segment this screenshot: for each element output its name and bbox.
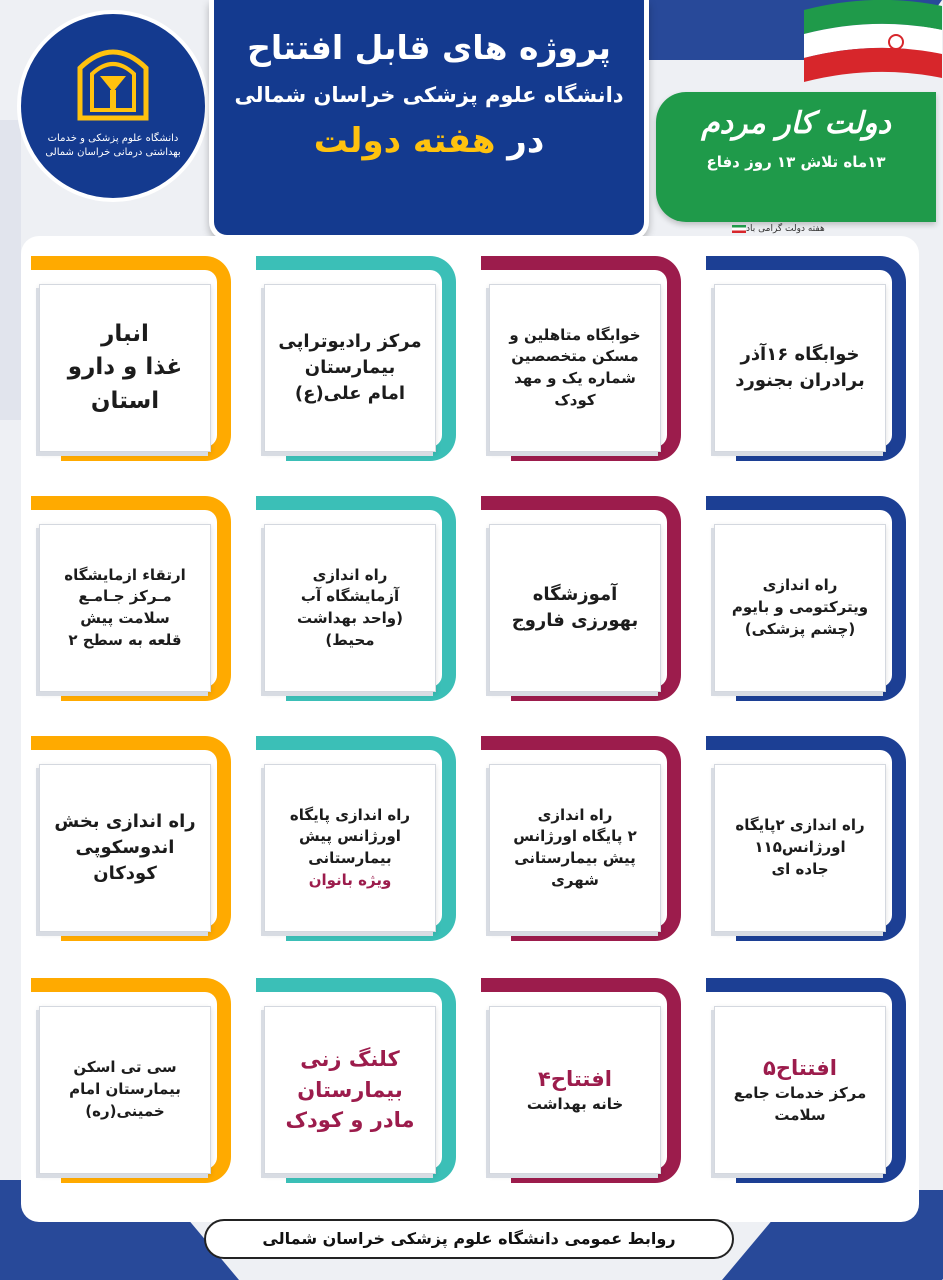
card-tab [707,256,767,270]
project-card [482,256,682,461]
card-content [510,325,641,412]
card-tab [482,978,542,992]
card-tab [707,496,767,510]
card-text: خانه بهداشت [527,1095,625,1114]
card-content [514,805,637,892]
project-card [707,978,907,1183]
government-week-badge [657,92,937,222]
card-text: راه اندازی بخش اندوسکوپی کودکان [55,810,197,885]
card-text: مرکز خدمات جامع سلامت [734,1084,868,1125]
project-card [707,496,907,701]
card-tab [707,978,767,992]
card-tab [257,496,317,510]
greeting-line [730,224,826,234]
university-logo [18,10,210,202]
card-content [736,342,866,394]
page-subtitle: دانشگاه علوم پزشکی خراسان شمالی [235,83,625,107]
card-body [490,524,662,692]
project-card [257,978,457,1183]
bg-stripe-top-left [0,120,22,420]
mini-flag-icon [733,225,747,233]
card-highlight-text: افتتاح۵ [764,1056,838,1081]
footer-credit: روابط عمومی دانشگاه علوم پزشکی خراسان شمالی [205,1219,735,1259]
project-card [32,978,232,1183]
card-text: راه اندازی آزمایشگاه آب (واحد بهداشت محیط) [298,565,404,649]
title-box [210,0,650,240]
university-emblem-icon [71,40,157,122]
card-body [490,284,662,452]
badge-subtitle: ۱۳ماه تلاش ۱۳ روز دفاع [707,153,887,171]
project-card [257,496,457,701]
page-title: پروژه های قابل افتتاح [248,28,612,67]
card-tab [32,256,92,270]
project-card [482,736,682,941]
project-card [257,736,457,941]
project-card [482,978,682,1183]
badge-title: دولت کار مردم [702,106,892,141]
card-tab [32,736,92,750]
card-body [715,284,887,452]
projects-panel [22,236,920,1222]
card-content [279,329,422,407]
card-content [736,815,865,880]
card-content [286,1044,415,1135]
card-highlight-text: افتتاح۴ [539,1066,613,1091]
card-text: راه اندازی ۲ پایگاه اورژانس پیش بیمارستانی شهری [514,805,638,889]
card-content [69,318,183,418]
card-body [265,1006,437,1174]
card-content [513,582,639,634]
card-body [715,764,887,932]
card-content [70,1057,182,1122]
project-card [32,496,232,701]
project-card [707,736,907,941]
card-body [40,764,212,932]
card-tab [257,256,317,270]
card-content [298,565,404,652]
card-content [291,805,411,892]
card-text: انبار غذا و دارو استان [68,320,184,414]
card-content [735,1053,868,1127]
card-text: خوابگاه ۱۶آذر برادران بجنورد [736,343,866,391]
card-tab [482,736,542,750]
card-highlight-text: ویژه بانوان [309,870,393,889]
card-body [490,764,662,932]
card-highlight-text: کلنگ زنی بیمارستان مادر و کودک [286,1047,416,1133]
card-body [40,1006,212,1174]
card-body [40,524,212,692]
project-card [32,736,232,941]
card-content [55,809,196,887]
card-body [265,764,437,932]
card-body [265,284,437,452]
card-text: آموزشگاه بهورزی فاروج [512,583,640,631]
card-text: راه اندازی ۲پایگاه اورژانس۱۱۵ جاده ای [736,816,866,878]
card-body [715,524,887,692]
card-text: ارتقاء ازمایشگاه مـرکز جـامـع سلامت پیش قلعه به سطح ۲ [65,565,187,649]
card-body [265,524,437,692]
card-text: راه اندازی پایگاه اورژانس پیش بیمارستانی [290,805,412,867]
card-text: خوابگاه متاهلین و مسکن متخصصین شماره یک و مهد کودک [510,325,642,409]
card-content [528,1064,624,1116]
card-body [40,284,212,452]
card-tab [32,496,92,510]
week-highlight: هفته دولت [314,121,497,161]
week-prefix: در [508,121,546,161]
card-text: سی تی اسکن بیمارستان امام خمینی(ره) [70,1058,182,1120]
greeting-text: هفته دولت گرامی باد [747,224,826,234]
week-title [215,121,645,161]
card-content [65,565,187,652]
project-card [482,496,682,701]
card-content [733,575,869,640]
card-tab [257,736,317,750]
card-tab [257,978,317,992]
card-tab [482,496,542,510]
project-card [32,256,232,461]
project-card [707,256,907,461]
project-card [257,256,457,461]
card-body [715,1006,887,1174]
card-tab [482,256,542,270]
iran-flag-icon [805,0,943,88]
card-text: مرکز رادیوتراپی بیمارستان امام علی(ع) [279,330,423,405]
card-tab [707,736,767,750]
card-tab [32,978,92,992]
card-body [490,1006,662,1174]
logo-caption: دانشگاه علوم پزشکی و خدمات بهداشتی درمانی خراسان شمالی [46,133,182,158]
card-text: راه اندازی ویترکتومی و بایوم (چشم پزشکی) [732,576,870,638]
